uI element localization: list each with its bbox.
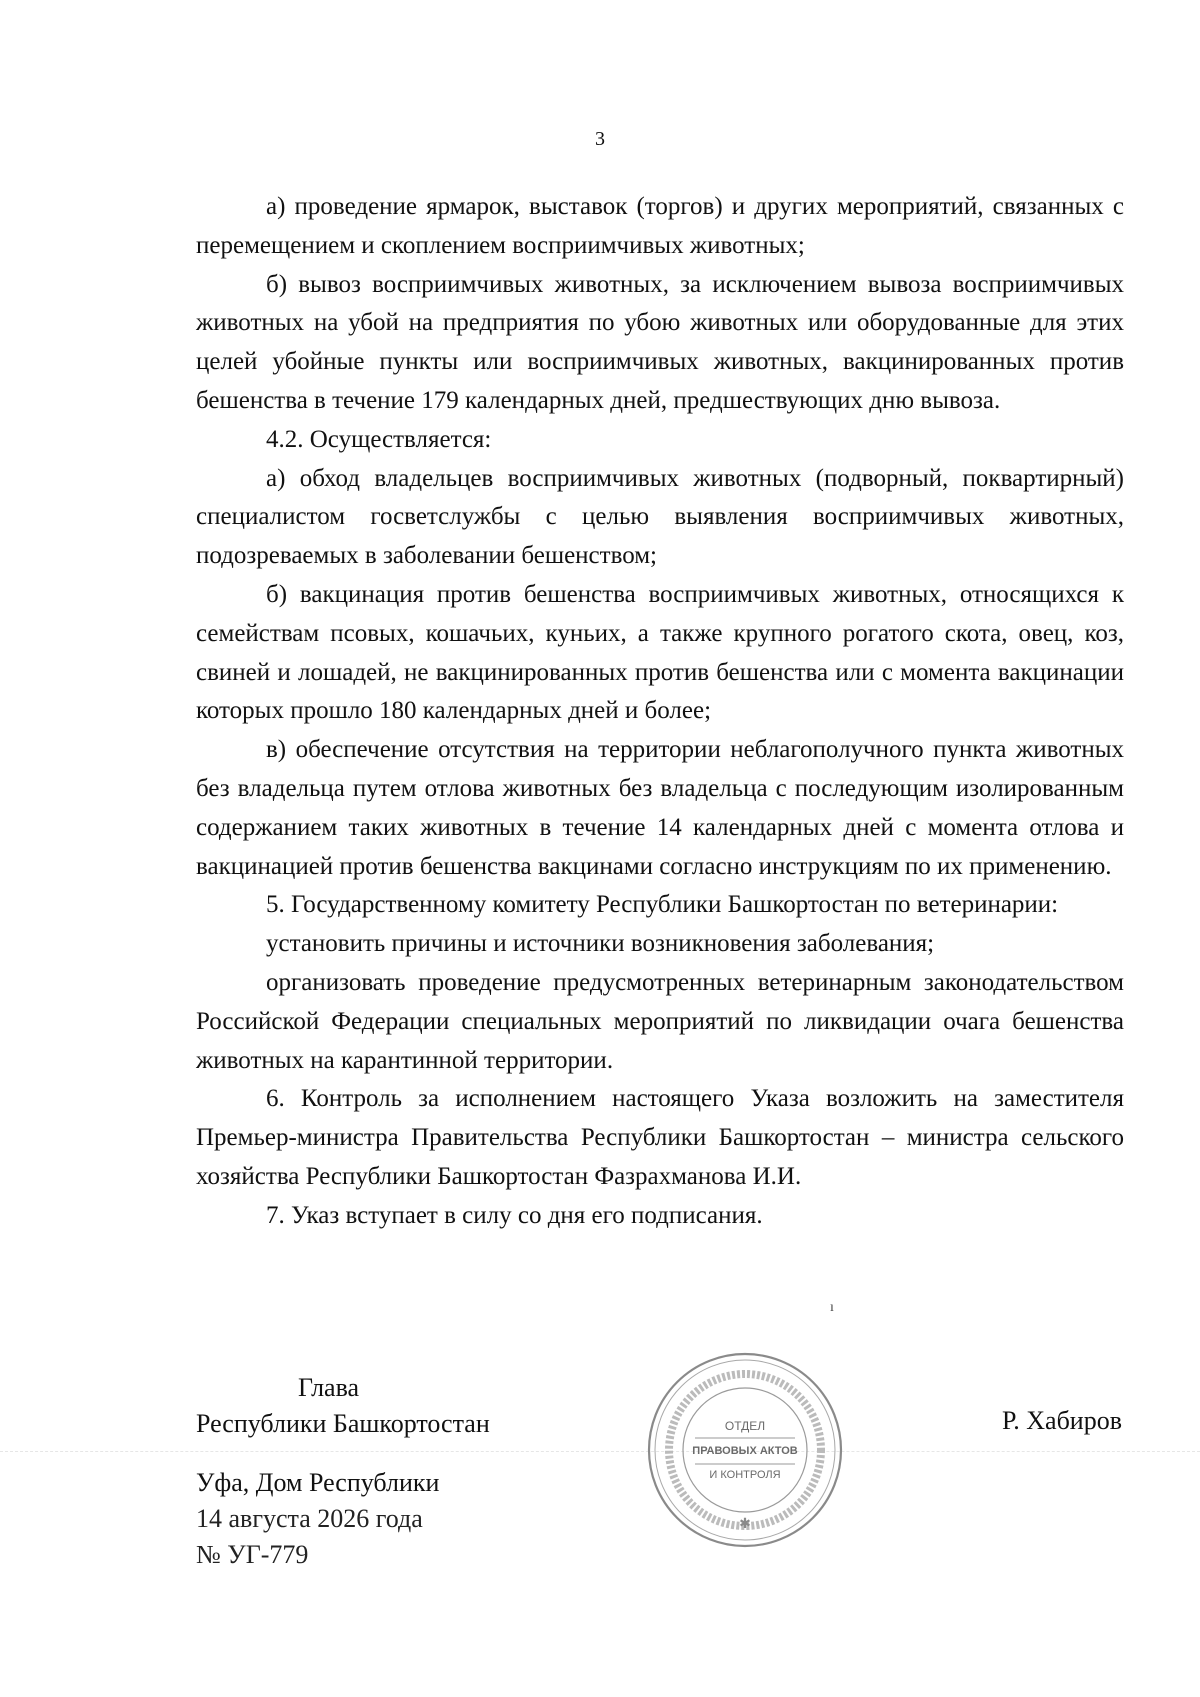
seal-line3: И КОНТРОЛЯ: [709, 1469, 781, 1481]
scan-divider: [0, 1451, 1200, 1452]
paragraph-5-organize: организовать проведение предусмотренных ветеринарным законодательством Российской Федерации специальных мероприятий по ликвидации очага бешенства животных на карантинной территории.: [196, 968, 1124, 1074]
paragraph-5-cause: установить причины и источники возникновения заболевания;: [266, 930, 935, 958]
paragraph-4-2a: а) обход владельцев восприимчивых животных (подворный, поквартирный) специалистом госветслужбы с целью выявления восприимчивых животных, подозреваемых в заболевании бешенством;: [196, 464, 1124, 570]
decree-number: № УГ-779: [196, 1540, 309, 1569]
official-seal-icon: [645, 1350, 845, 1550]
svg-text:✱: ✱: [739, 1517, 751, 1532]
place-date-block: [196, 1465, 439, 1573]
paragraph-7: 7. Указ вступает в силу со дня его подписания.: [266, 1201, 763, 1229]
seal-line2: ПРАВОВЫХ АКТОВ: [692, 1445, 798, 1457]
paragraph-3b: б) вывоз восприимчивых животных, за исключением вывоза восприимчивых животных на убой на предприятия по убою животных или оборудованные для этих целей убойные пункты или восприимчивых животных, вакцинированных против бешенства в течение 179 календарных дней, предшествующих дню вывоза.: [196, 270, 1124, 414]
paragraph-4-2: 4.2. Осуществляется:: [266, 425, 492, 453]
paragraph-6: 6. Контроль за исполнением настоящего Указа возложить на заместителя Премьер-министра Правительства Республики Башкортостан – министра сельского хозяйства Республики Башкортостан Фазрахманова И.И.: [196, 1085, 1124, 1190]
signer-title-line1: Глава: [298, 1373, 360, 1402]
signer-title-block: [196, 1370, 490, 1442]
signer-title-line2: Республики Башкортостан: [196, 1409, 490, 1438]
scan-mark: ı: [830, 1300, 834, 1315]
place: Уфа, Дом Республики: [196, 1468, 440, 1497]
page-number: 3: [595, 128, 605, 150]
signer-name: Р. Хабиров: [1002, 1406, 1122, 1435]
seal-line1: ОТДЕЛ: [724, 1419, 766, 1433]
paragraph-4-2c: в) обеспечение отсутствия на территории неблагополучного пункта животных без владельца путем отлова животных без владельца с последующим изолированным содержанием таких животных в течение 14 календарных дней с момента отлова и вакцинацией против бешенства вакцинами согласно инструкциям по их применению.: [196, 736, 1124, 880]
paragraph-3a: а) проведение ярмарок, выставок (торгов) и других мероприятий, связанных с перемещением и скоплением восприимчивых животных;: [196, 193, 1124, 259]
paragraph-5: 5. Государственному комитету Республики Башкортостан по ветеринарии:: [266, 891, 1059, 919]
paragraph-4-2b: б) вакцинация против бешенства восприимчивых животных, относящихся к семействам псовых, кошачьих, куньих, а также крупного рогатого скота, овец, коз, свиней и лошадей, не вакцинированных против бешенства или с момента вакцинации которых прошло 180 календарных дней и более;: [196, 580, 1124, 725]
document-body: [196, 188, 1124, 1236]
date: 14 августа 2026 года: [196, 1504, 423, 1533]
